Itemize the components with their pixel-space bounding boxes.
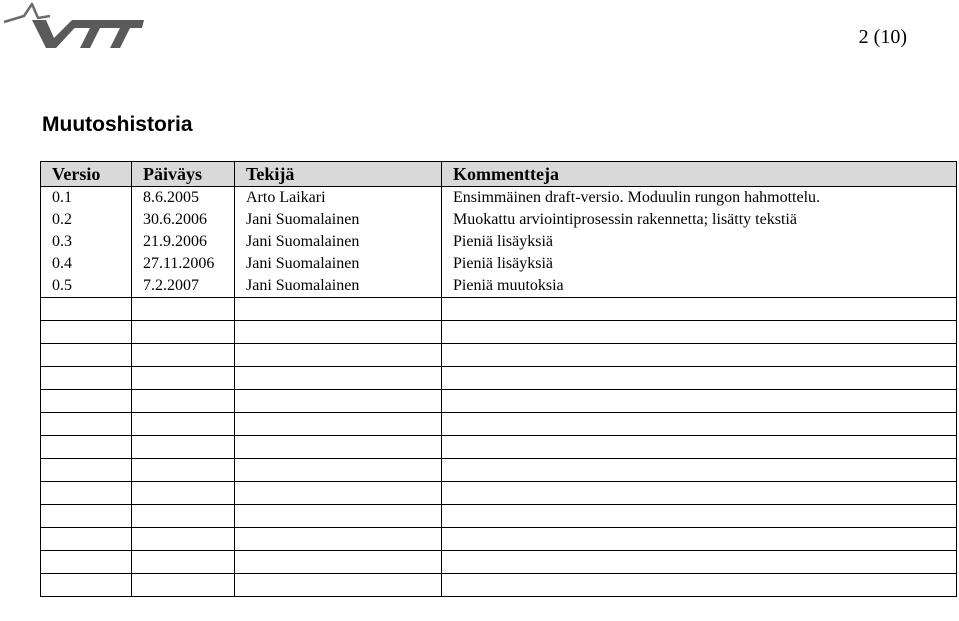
empty-table-row: [41, 528, 957, 551]
section-title: Muutoshistoria: [42, 113, 193, 136]
empty-cell: [442, 551, 957, 574]
empty-cell: [235, 482, 442, 505]
cell-author: Jani Suomalainen: [235, 209, 442, 231]
empty-cell: [132, 413, 235, 436]
empty-cell: [235, 413, 442, 436]
empty-cell: [442, 367, 957, 390]
empty-cell: [442, 321, 957, 344]
empty-cell: [132, 459, 235, 482]
empty-cell: [442, 413, 957, 436]
empty-cell: [41, 390, 132, 413]
empty-cell: [41, 528, 132, 551]
table-row: [41, 231, 957, 253]
revision-history-table: [40, 161, 957, 597]
empty-table-row: [41, 482, 957, 505]
empty-cell: [41, 459, 132, 482]
empty-cell: [41, 551, 132, 574]
empty-cell: [41, 482, 132, 505]
cell-author: Jani Suomalainen: [235, 231, 442, 253]
empty-cell: [132, 344, 235, 367]
empty-cell: [132, 367, 235, 390]
empty-cell: [41, 298, 132, 321]
empty-cell: [442, 505, 957, 528]
empty-cell: [442, 574, 957, 597]
cell-version: 0.4: [41, 253, 132, 275]
empty-cell: [442, 344, 957, 367]
table-row: [41, 275, 957, 298]
empty-cell: [235, 551, 442, 574]
cell-date: 21.9.2006: [132, 231, 235, 253]
empty-cell: [132, 528, 235, 551]
empty-cell: [442, 482, 957, 505]
empty-cell: [235, 459, 442, 482]
cell-version: 0.5: [41, 275, 132, 298]
empty-cell: [132, 482, 235, 505]
empty-cell: [132, 390, 235, 413]
empty-cell: [235, 344, 442, 367]
column-header-version: Versio: [41, 162, 132, 187]
empty-cell: [235, 574, 442, 597]
empty-table-row: [41, 390, 957, 413]
empty-cell: [235, 298, 442, 321]
empty-cell: [442, 436, 957, 459]
empty-table-row: [41, 459, 957, 482]
table-row: [41, 187, 957, 210]
empty-table-row: [41, 367, 957, 390]
empty-cell: [41, 367, 132, 390]
cell-author: Arto Laikari: [235, 187, 442, 210]
column-header-date: Päiväys: [132, 162, 235, 187]
empty-table-row: [41, 321, 957, 344]
empty-table-row: [41, 413, 957, 436]
cell-date: 8.6.2005: [132, 187, 235, 210]
cell-comment: Pieniä lisäyksiä: [442, 231, 957, 253]
table-row: [41, 209, 957, 231]
cell-author: Jani Suomalainen: [235, 253, 442, 275]
empty-cell: [41, 413, 132, 436]
cell-comment: Muokattu arviointiprosessin rakennetta; lisätty tekstiä: [442, 209, 957, 231]
empty-table-row: [41, 551, 957, 574]
cell-date: 7.2.2007: [132, 275, 235, 298]
empty-table-row: [41, 574, 957, 597]
empty-cell: [41, 321, 132, 344]
page-number: 2 (10): [858, 26, 907, 48]
empty-cell: [132, 551, 235, 574]
cell-comment: Pieniä muutoksia: [442, 275, 957, 298]
empty-cell: [442, 390, 957, 413]
cell-comment: Pieniä lisäyksiä: [442, 253, 957, 275]
table-header-row: [41, 162, 957, 187]
empty-cell: [235, 321, 442, 344]
vtt-logo: [2, 0, 147, 52]
cell-version: 0.1: [41, 187, 132, 210]
empty-cell: [132, 574, 235, 597]
cell-version: 0.2: [41, 209, 132, 231]
empty-cell: [41, 436, 132, 459]
column-header-author: Tekijä: [235, 162, 442, 187]
empty-cell: [442, 298, 957, 321]
empty-table-row: [41, 436, 957, 459]
column-header-comments: Kommentteja: [442, 162, 957, 187]
empty-cell: [235, 390, 442, 413]
empty-cell: [442, 459, 957, 482]
table-row: [41, 253, 957, 275]
empty-cell: [41, 574, 132, 597]
empty-cell: [132, 436, 235, 459]
empty-table-row: [41, 298, 957, 321]
empty-cell: [235, 367, 442, 390]
empty-cell: [132, 321, 235, 344]
cell-date: 30.6.2006: [132, 209, 235, 231]
cell-comment: Ensimmäinen draft-versio. Moduulin rungon hahmottelu.: [442, 187, 957, 210]
empty-cell: [235, 436, 442, 459]
empty-cell: [41, 344, 132, 367]
empty-cell: [442, 528, 957, 551]
empty-cell: [132, 298, 235, 321]
empty-table-row: [41, 344, 957, 367]
cell-date: 27.11.2006: [132, 253, 235, 275]
empty-cell: [41, 505, 132, 528]
cell-author: Jani Suomalainen: [235, 275, 442, 298]
empty-table-row: [41, 505, 957, 528]
cell-version: 0.3: [41, 231, 132, 253]
empty-cell: [235, 505, 442, 528]
empty-cell: [132, 505, 235, 528]
empty-cell: [235, 528, 442, 551]
